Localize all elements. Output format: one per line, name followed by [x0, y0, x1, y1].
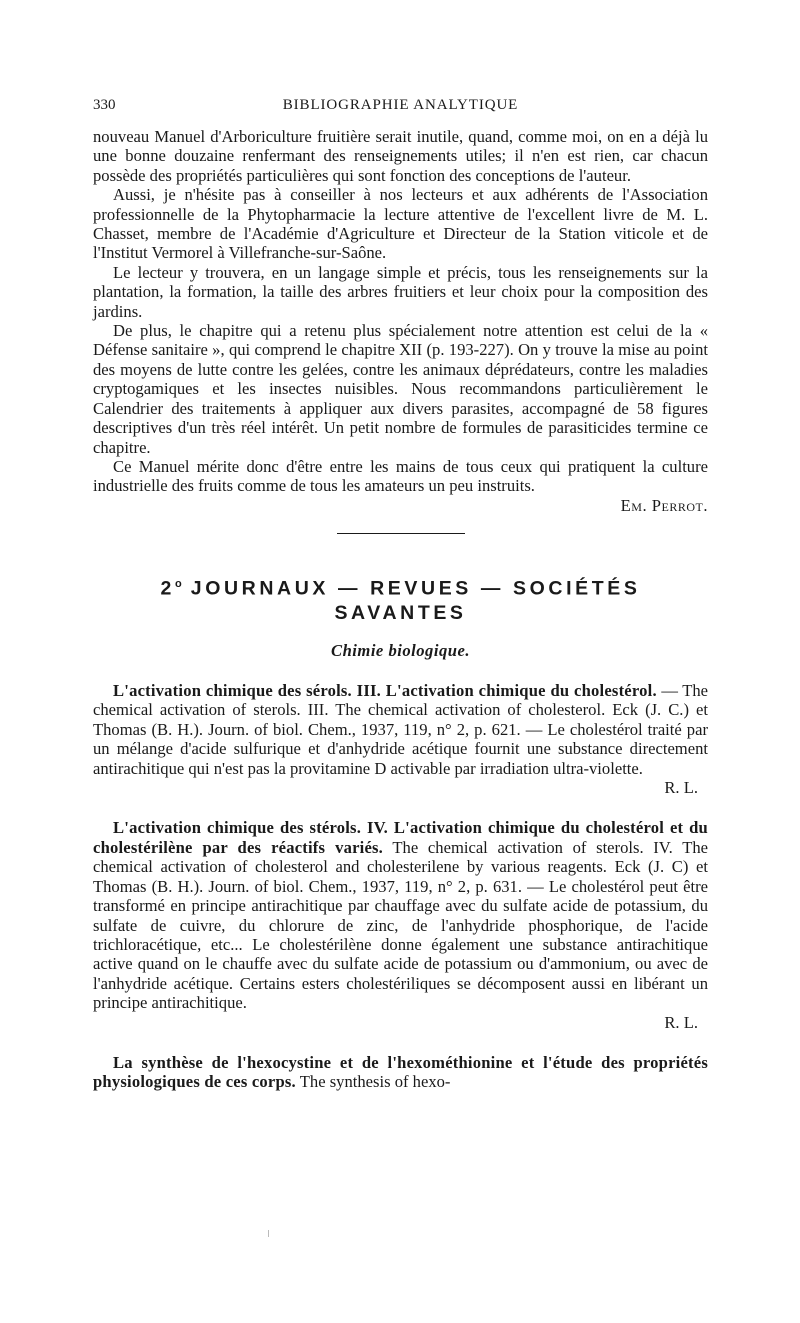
entry-initials: R. L.: [664, 778, 698, 798]
review-paragraph: Ce Manuel mérite donc d'être entre les mains de tous ceux qui pratiquent la culture industrielle des fruits comme de tous les amateurs un peu instruits.: [93, 456, 708, 496]
section-heading: [93, 572, 708, 625]
print-mark: [268, 1230, 269, 1237]
review-paragraph: De plus, le chapitre qui a retenu plus spécialement notre attention est celui de la « Défense sanitaire », qui comprend le chapitre XII (p. 193-227). On y trouve la mise au point des moyens de lutte contre les gelées, contre les animaux déprédateurs, contre les maladies cryptogamiques et les insectes nuisibles. Nous recommandons particulièrement le Calendrier des traitements à appliquer aux divers parasites, accompagné de 58 figures descriptives d'un très réel intérêt. Un petit nombre de formules de parasiticides termine ce chapitre.: [93, 321, 708, 457]
review-paragraph: Aussi, je n'hésite pas à conseiller à nos lecteurs et aux adhérents de l'Association professionnelle de la Phytopharmacie la lecture attentive de l'excellent livre de M. L. Chasset, membre de l'Académie d'Agriculture et Directeur de la Station viticole et de l'Institut Vermorel à Villefranche-sur-Saône.: [93, 185, 708, 263]
entry-title: L'activation chimique des stérols. IV. L'activation chimique du cholestérol et du cholestérilène par des réactifs variés.: [93, 818, 708, 857]
entry-body: The synthesis of hexo-: [295, 1072, 451, 1092]
section-number: 2: [160, 577, 175, 600]
abstract-entry: [93, 818, 708, 1031]
entry-title: La synthèse de l'hexocystine et de l'hexométhionine et l'étude des propriétés physiologiques de ces corps.: [93, 1052, 708, 1092]
subsection-heading: Chimie biologique.: [331, 640, 470, 660]
entry-body: — The chemical activation of sterols. III. The chemical activation of cholesterol. Eck (J. C.) et Thomas (B. H.). Journ. of biol. Chem., 1937, 119, n° 2, p. 621. — Le cholestérol traité par un mélange d'acide sulfurique et d'anhydride acétique fournit une substance directement antirachitique qui n'est pas la provitamine D activable par irradiation ultra-violette.: [93, 681, 708, 778]
section-degree: o: [174, 578, 182, 591]
running-title: BIBLIOGRAPHIE ANALYTIQUE: [282, 97, 519, 113]
page-number: 330: [93, 97, 116, 113]
abstract-entry: [93, 1053, 708, 1092]
separator-rule: [337, 533, 465, 534]
entry-initials: R. L.: [664, 1012, 698, 1032]
section-title: JOURNAUX — REVUES — SOCIÉTÉS SAVANTES: [190, 577, 641, 624]
entry-title: L'activation chimique des sérols. III. L'activation chimique du cholestérol.: [113, 681, 657, 701]
review-paragraph: Le lecteur y trouvera, en un langage simple et précis, tous les renseignements sur la plantation, la formation, la taille des arbres fruitiers et leur choix pour la composition des jardins.: [93, 262, 708, 321]
abstract-entry: [93, 681, 708, 797]
document-page: [93, 96, 708, 1092]
review-signature: Em. Perrot.: [620, 495, 708, 515]
entry-body: The chemical activation of sterols. IV. The chemical activation of cholesterol and cholesterilene by various reagents. Eck (J. C) et Thomas (B. H.). Journ. of biol. Chem., 1937, 119, n° 2, p. 631. — Le cholestérol peut être transformé en principe antirachitique par chauffage avec du sulfate acide de potassium, du sulfate de cuivre, du chlorure de zinc, de l'anhydride phosphorique, de l'acide trichloracétique, etc... Le cholestérilène donne également une substance antirachitique active quand on le chauffe avec du sulfate acide de potassium ou d'ammonium, ou avec de l'anhydride acétique. Certains esters cholestériliques se décomposent aussi en libérant un principe antirachitique.: [93, 837, 708, 1013]
review-paragraph: nouveau Manuel d'Arboriculture fruitière serait inutile, quand, comme moi, on en a déjà lu une bonne douzaine renfermant des renseignements utiles; il n'en est rien, car chacun possède des propriétés particulières qui sont fonction des conceptions de l'auteur.: [93, 127, 708, 185]
running-header: [93, 96, 708, 118]
